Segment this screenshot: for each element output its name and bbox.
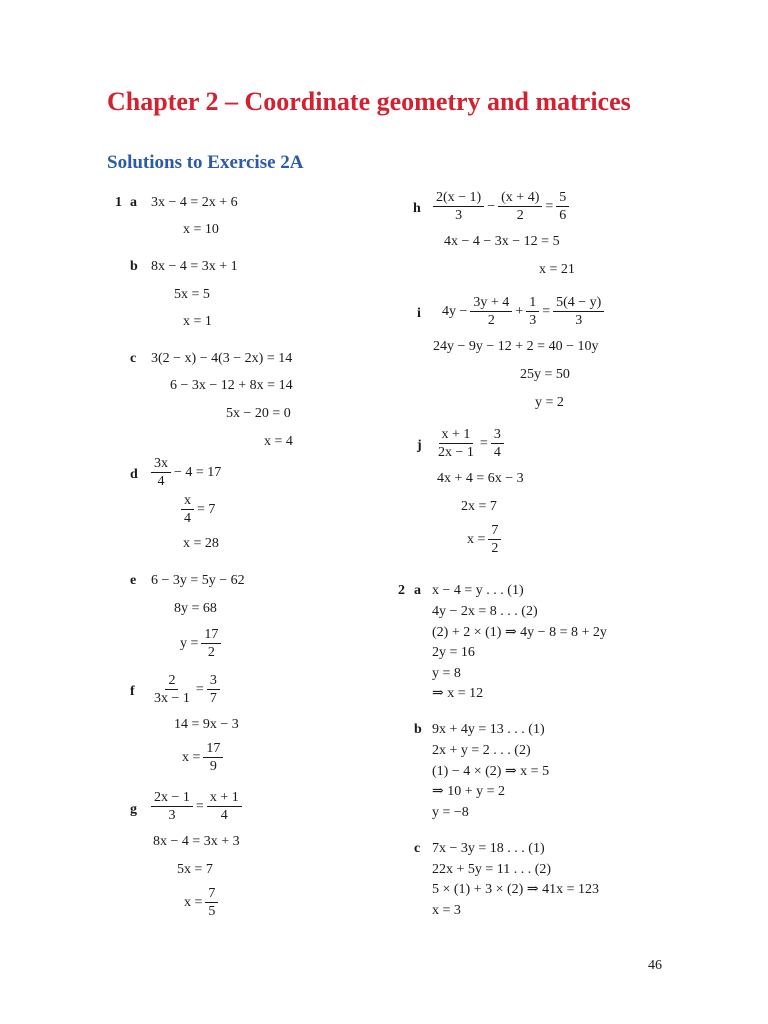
fraction: $\frac{x + 1}{4}$	[207, 790, 242, 823]
part-label: b	[414, 722, 422, 737]
equation-line: 8y = 68	[174, 601, 217, 616]
equation-line: 25y = 50	[520, 367, 570, 382]
equation-line: x = $\frac{7}{5}$	[184, 886, 221, 919]
equation-line: $\frac{3x}{4}$ − 4 = 17	[148, 456, 221, 489]
part-label: b	[130, 259, 138, 274]
equation-line: $\frac{2}{3x - 1}$ = $\frac{3}{7}$	[148, 673, 223, 706]
equation-line: x = $\frac{7}{2}$	[467, 523, 504, 556]
equation-line: 2x + y = 2 . . . (2)	[432, 743, 531, 758]
fraction: $\frac{1}{3}$	[526, 295, 539, 328]
equation-line: 2x = 7	[461, 499, 497, 514]
part-label: g	[130, 802, 137, 817]
equation-line: $\frac{2(x - 1)}{3}$ − $\frac{(x + 4)}{2}$ = $\frac{5}{6}$	[430, 190, 572, 223]
equation-line: (2) + 2 × (1) ⇒ 4y − 8 = 8 + 2y	[432, 625, 607, 640]
page-number: 46	[648, 958, 662, 973]
equation-line: 24y − 9y − 12 + 2 = 40 − 10y	[433, 339, 599, 354]
fraction: $\frac{17}{2}$	[201, 627, 221, 660]
equation-line: x − 4 = y . . . (1)	[432, 583, 524, 598]
page-subtitle: Solutions to Exercise 2A	[107, 152, 304, 173]
equation-line: 5 × (1) + 3 × (2) ⇒ 41x = 123	[432, 882, 599, 897]
question-number: 1	[115, 195, 122, 210]
equation-line: x = 21	[539, 262, 575, 277]
equation-line: y = 8	[432, 666, 461, 681]
fraction: $\frac{3}{4}$	[491, 427, 504, 460]
part-label: a	[130, 195, 137, 210]
equation-line: 6 − 3y = 5y − 62	[151, 573, 245, 588]
equation-line: 7x − 3y = 18 . . . (1)	[432, 841, 545, 856]
equation-line: 5x − 20 = 0	[226, 406, 291, 421]
equation-line: ⇒ 10 + y = 2	[432, 784, 506, 799]
part-label: a	[414, 583, 421, 598]
equation-line: y = $\frac{17}{2}$	[180, 627, 224, 660]
equation-line: x = 4	[264, 434, 293, 449]
equation-line: 4y − 2x = 8 . . . (2)	[432, 604, 538, 619]
equation-line: 14 = 9x − 3	[174, 717, 239, 732]
equation-line: 5x = 7	[177, 862, 213, 877]
equation-line: x = 28	[183, 536, 219, 551]
equation-line: 3(2 − x) − 4(3 − 2x) = 14	[151, 351, 293, 366]
equation-line: 6 − 3x − 12 + 8x = 14	[170, 378, 293, 393]
equation-line: $\frac{x}{4}$ = 7	[178, 493, 215, 526]
fraction: $\frac{x + 1}{2x - 1}$	[438, 427, 474, 460]
equation-line: y = −8	[432, 805, 469, 820]
fraction: $\frac{5(4 - y)}{3}$	[553, 295, 604, 328]
part-label: e	[130, 573, 137, 588]
equation-line: 5x = 5	[174, 287, 210, 302]
equation-line: 9x + 4y = 13 . . . (1)	[432, 722, 545, 737]
equation-line: 8x − 4 = 3x + 3	[153, 834, 240, 849]
equation-line: 22x + 5y = 11 . . . (2)	[432, 862, 552, 877]
part-label: h	[413, 201, 421, 216]
part-label: f	[130, 684, 135, 699]
question-number: 2	[398, 583, 405, 598]
equation-line: 4y − $\frac{3y + 4}{2}$ + $\frac{1}{3}$ = $\frac{5(4 - y)}{3}$	[442, 295, 607, 328]
equation-line: 4x + 4 = 6x − 3	[437, 471, 524, 486]
equation-line: 8x − 4 = 3x + 1	[151, 259, 238, 274]
fraction: $\frac{2(x - 1)}{3}$	[433, 190, 484, 223]
equation-line: x = 3	[432, 903, 461, 918]
fraction: $\frac{3x}{4}$	[151, 456, 171, 489]
fraction: $\frac{x}{4}$	[181, 493, 194, 526]
fraction: $\frac{2}{3x - 1}$	[154, 673, 190, 706]
fraction: $\frac{7}{5}$	[205, 886, 218, 919]
equation-line: $\frac{x + 1}{2x - 1}$ = $\frac{3}{4}$	[432, 427, 507, 460]
part-label: i	[417, 306, 421, 321]
equation-line: x = 10	[183, 222, 219, 237]
fraction: $\frac{3}{7}$	[207, 673, 220, 706]
part-label: d	[130, 467, 138, 482]
page-title: Chapter 2 – Coordinate geometry and matrices	[107, 87, 631, 116]
equation-line: ⇒ x = 12	[432, 686, 484, 701]
equation-line: y = 2	[535, 395, 564, 410]
fraction: $\frac{(x + 4)}{2}$	[498, 190, 542, 223]
part-label: c	[414, 841, 421, 856]
equation-line: x = 1	[183, 314, 212, 329]
fraction: $\frac{3y + 4}{2}$	[470, 295, 512, 328]
fraction: $\frac{17}{9}$	[203, 741, 223, 774]
fraction: $\frac{5}{6}$	[556, 190, 569, 223]
part-label: c	[130, 351, 137, 366]
equation-line: 2y = 16	[432, 645, 475, 660]
equation-line: $\frac{2x - 1}{3}$ = $\frac{x + 1}{4}$	[148, 790, 245, 823]
equation-line: (1) − 4 × (2) ⇒ x = 5	[432, 764, 550, 779]
fraction: $\frac{2x - 1}{3}$	[151, 790, 193, 823]
part-label: j	[417, 438, 422, 453]
equation-line: x = $\frac{17}{9}$	[182, 741, 226, 774]
equation-line: 4x − 4 − 3x − 12 = 5	[444, 234, 560, 249]
fraction: $\frac{7}{2}$	[488, 523, 501, 556]
equation-line: 3x − 4 = 2x + 6	[151, 195, 238, 210]
